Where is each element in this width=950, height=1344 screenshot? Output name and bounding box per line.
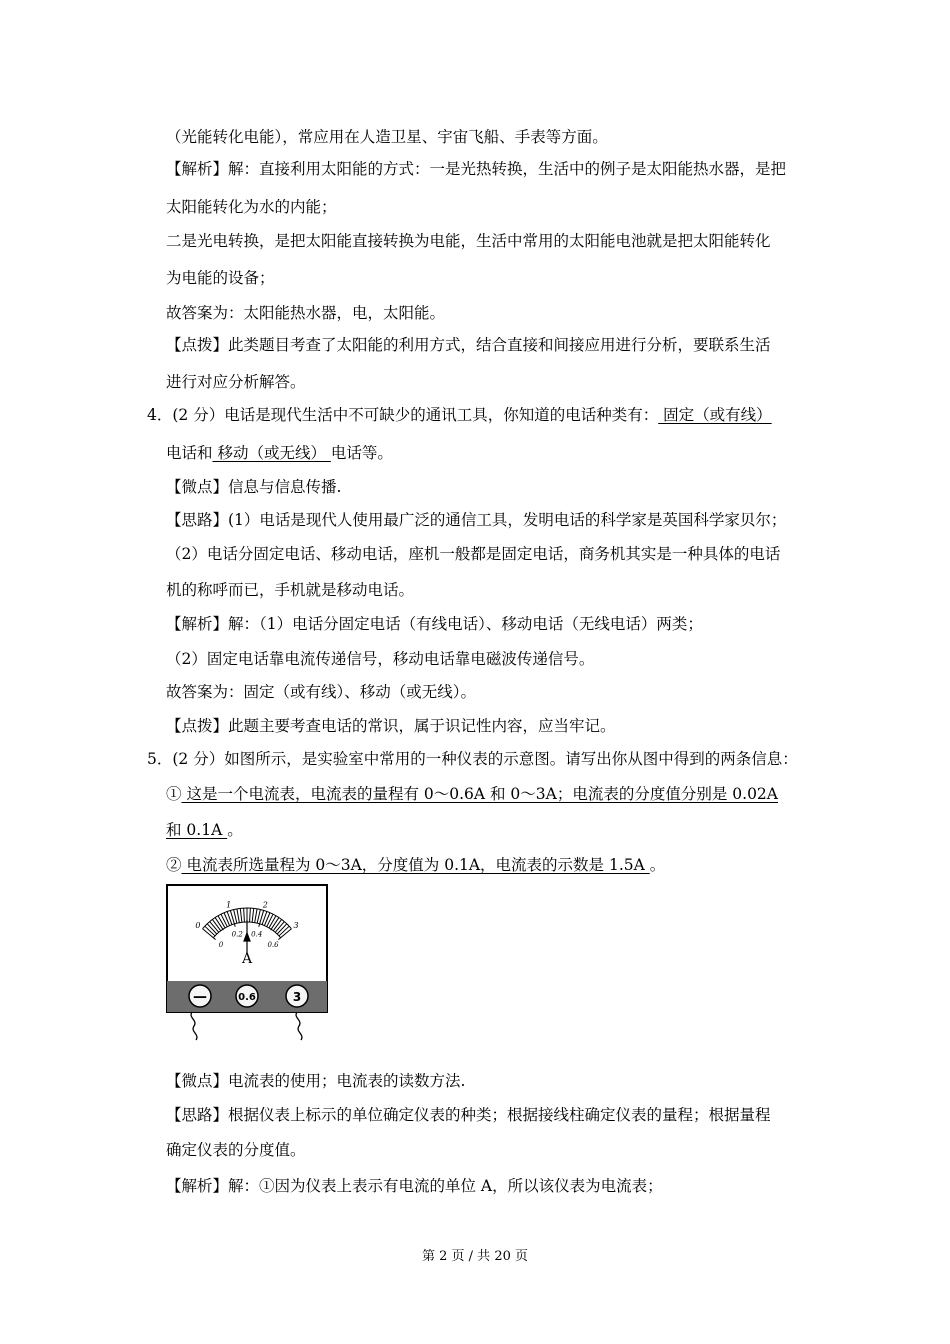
answer-2: ② 电流表所选量程为 0～3A，分度值为 0.1A，电流表的示数是 1.5A 。 xyxy=(166,856,666,874)
analysis-line: 【解析】解：直接利用太阳能的方式：一是光热转换，生活中的例子是太阳能热水器，是把 xyxy=(166,160,787,178)
answer-blank: 和 0.1A xyxy=(166,821,228,839)
meter-outer-label: 0 xyxy=(195,920,201,930)
wire-left xyxy=(191,1012,197,1040)
terminal-label: — xyxy=(193,989,207,1005)
idea-line: 【思路】(1）电话是现代人使用最广泛的通信工具，发明电话的科学家是英国科学家贝尔； xyxy=(166,511,787,529)
tip-line: 【点拨】此题主要考查电话的常识，属于识记性内容，应当牢记。 xyxy=(166,717,616,735)
answer-1-cont: 和 0.1A 。 xyxy=(166,821,243,839)
solution-text: （光能转化电能），常应用在人造卫星、宇宙飞船、手表等方面。 xyxy=(166,128,608,146)
analysis-line: 【解析】解：（1）电话分固定电话（有线电话）、移动电话（无线电话）两类； xyxy=(166,615,703,633)
answer-blank: 电流表所选量程为 0～3A，分度值为 0.1A，电流表的示数是 1.5A xyxy=(181,856,650,874)
question-4-stem: 4．(2 分）电话是现代生活中不可缺少的通讯工具，你知道的电话种类有： 固定（或有线） xyxy=(147,406,772,424)
wire-right xyxy=(296,1012,302,1040)
idea-line: 机的称呼而已，手机就是移动电话。 xyxy=(166,581,415,599)
idea-line: （2）电话分固定电话、移动电话，座机一般都是固定电话，商务机其实是一种具体的电话 xyxy=(166,545,781,563)
keypoint-line: 【微点】信息与信息传播. xyxy=(166,478,342,496)
answer-1: ① 这是一个电流表，电流表的量程有 0～0.6A 和 0～3A；电流表的分度值分别是 0.02A xyxy=(166,785,778,803)
keypoint-line: 【微点】电流表的使用；电流表的读数方法. xyxy=(166,1072,466,1090)
terminal-label: 0.6 xyxy=(238,992,256,1003)
answer-line: 故答案为：太阳能热水器，电，太阳能。 xyxy=(166,304,446,322)
question-5-stem: 5．(2 分）如图所示，是实验室中常用的一种仪表的示意图。请写出你从图中得到的两条信息： xyxy=(147,750,798,768)
idea-line: 确定仪表的分度值。 xyxy=(166,1141,306,1159)
analysis-line: 为电能的设备； xyxy=(166,269,275,287)
meter-outer-label: 1 xyxy=(226,900,232,910)
meter-inner-label: 0.6 xyxy=(267,941,279,950)
analysis-line: 二是光电转换，是把太阳能直接转换为电能，生活中常用的太阳能电池就是把太阳能转化 xyxy=(166,232,771,250)
page-footer: 第 2 页 / 共 20 页 xyxy=(422,1249,528,1264)
analysis-line: 【解析】解：①因为仪表上表示有电流的单位 A，所以该仪表为电流表； xyxy=(166,1177,663,1195)
terminal-label: 3 xyxy=(292,990,302,1004)
answer-blank: 固定（或有线） xyxy=(658,406,772,424)
idea-line: 【思路】根据仪表上标示的单位确定仪表的种类；根据接线柱确定仪表的量程；根据量程 xyxy=(166,1106,771,1124)
analysis-line: 太阳能转化为水的内能； xyxy=(166,198,337,216)
tip-line: 进行对应分析解答。 xyxy=(166,373,306,391)
tip-line: 【点拨】此类题目考查了太阳能的利用方式，结合直接和间接应用进行分析，要联系生活 xyxy=(166,336,771,354)
answer-blank: 移动（或无线） xyxy=(212,444,331,462)
answer-blank: 这是一个电流表，电流表的量程有 0～0.6A 和 0～3A；电流表的分度值分别是 0.02A xyxy=(181,785,778,803)
meter-outer-label: 3 xyxy=(293,920,299,930)
ammeter-figure xyxy=(166,884,328,1044)
meter-inner-label: 0 xyxy=(218,941,224,950)
meter-unit-label: A xyxy=(241,951,253,967)
meter-inner-label: 0.2 xyxy=(231,930,243,939)
analysis-line: （2）固定电话靠电流传递信号，移动电话靠电磁波传递信号。 xyxy=(166,650,595,668)
meter-outer-label: 2 xyxy=(262,900,268,910)
answer-line: 故答案为：固定（或有线）、移动（或无线）。 xyxy=(166,683,477,701)
meter-inner-label: 0.4 xyxy=(251,930,263,939)
question-4-stem-cont: 电话和 移动（或无线） 电话等。 xyxy=(166,444,393,462)
